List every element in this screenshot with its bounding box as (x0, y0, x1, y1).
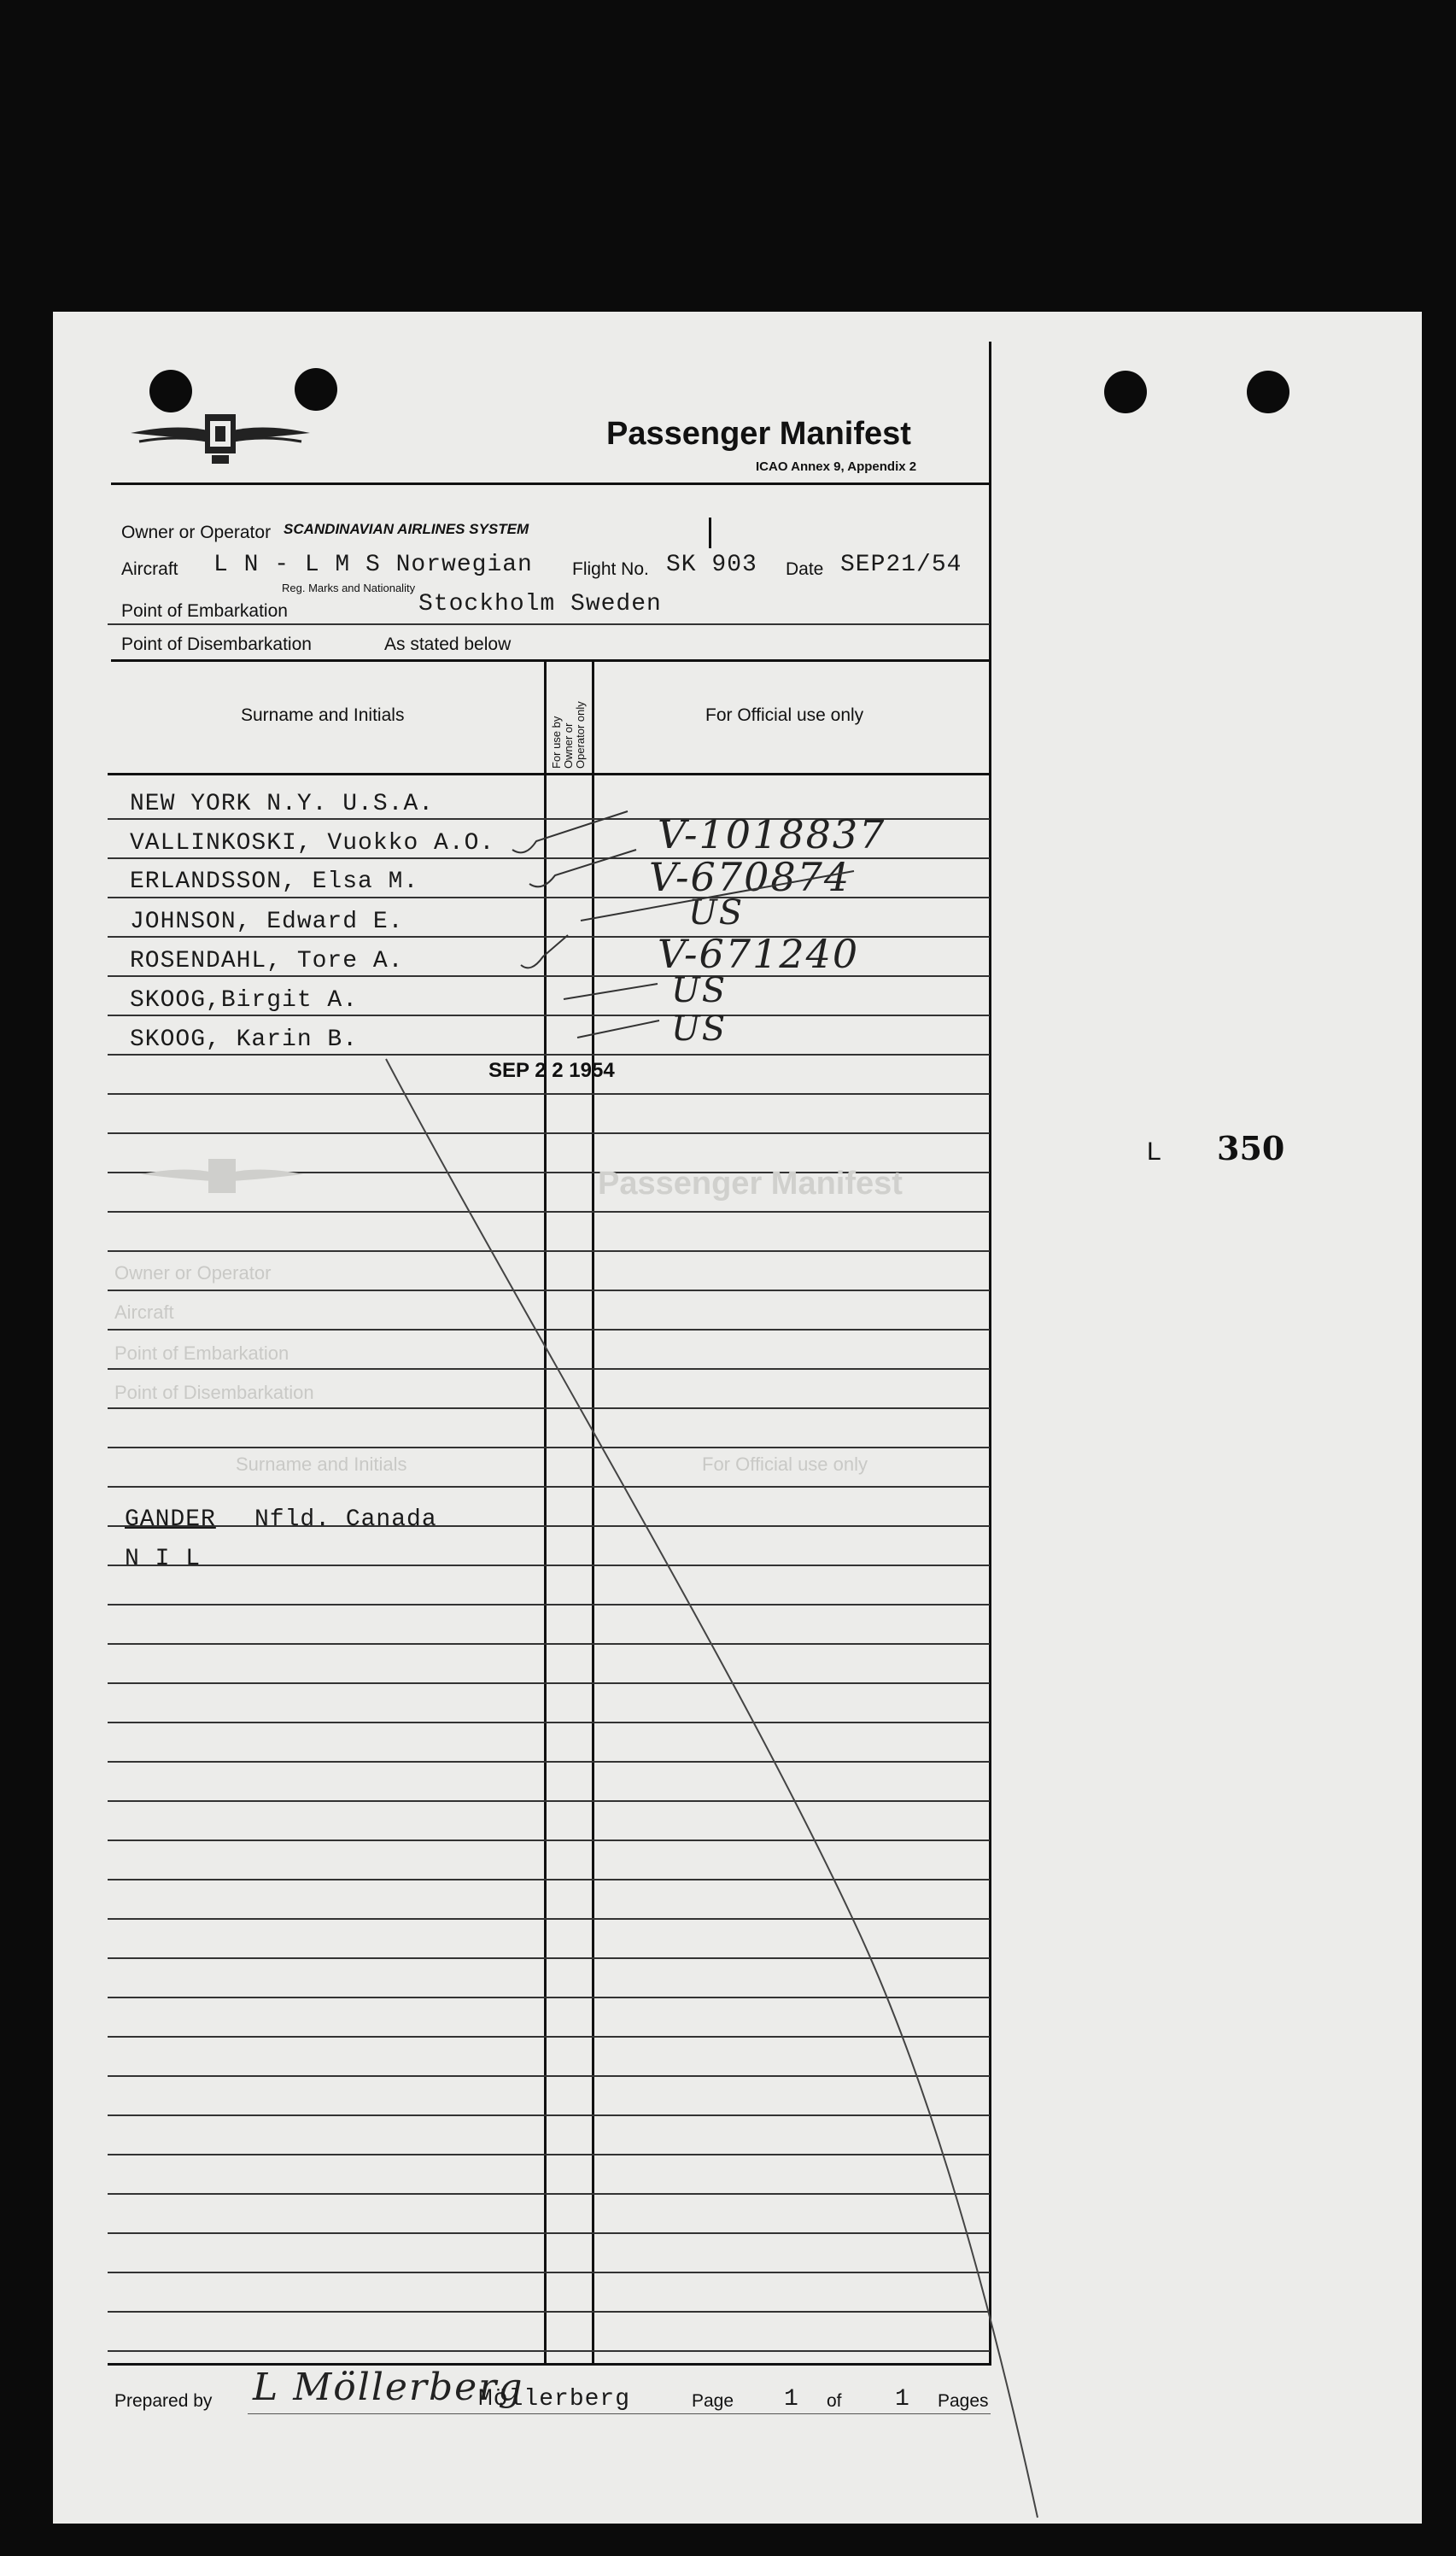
form-title: Passenger Manifest (606, 416, 911, 452)
col-name-header: Surname and Initials (241, 705, 405, 725)
disembark-label: Point of Disembarkation (121, 635, 312, 654)
embark-value: Stockholm Sweden (418, 591, 662, 617)
ghost-col-name: Surname and Initials (236, 1453, 407, 1475)
col-official-header: For Official use only (705, 705, 864, 725)
official-entry: V-1018837 (658, 811, 886, 857)
destination-line: NEW YORK N.Y. U.S.A. (130, 791, 435, 817)
col-owner-line-2: Owner or (562, 722, 575, 769)
flight-label: Flight No. (572, 559, 649, 579)
margin-number: 350 (1217, 1129, 1285, 1167)
owner-value: SCANDINAVIAN AIRLINES SYSTEM (284, 521, 529, 537)
ghost-aircraft: Aircraft (114, 1301, 174, 1323)
passenger-name: ERLANDSSON, Elsa M. (130, 869, 419, 895)
embark-label: Point of Embarkation (121, 601, 288, 621)
passenger-name: SKOOG,Birgit A. (130, 987, 359, 1014)
page-value: 1 (784, 2386, 799, 2413)
passenger-name: SKOOG, Karin B. (130, 1026, 359, 1053)
ghost-owner: Owner or Operator (114, 1262, 272, 1284)
owner-label: Owner or Operator (121, 523, 272, 542)
pages-label: Pages (938, 2391, 989, 2411)
disembark-value: As stated below (384, 635, 512, 654)
of-label: of (827, 2391, 842, 2411)
col-owner-line-1: For use by (550, 716, 563, 769)
passenger-name: JOHNSON, Edward E. (130, 909, 404, 935)
ghost-logo-icon (137, 1149, 307, 1208)
official-entry: US (671, 971, 728, 1010)
footer-underline (248, 2413, 991, 2414)
aircraft-label: Aircraft (121, 559, 178, 579)
ghost-embark: Point of Embarkation (114, 1342, 289, 1364)
col-owner-line-3: Operator only (574, 701, 587, 769)
margin-mark: L (1147, 1138, 1161, 1166)
second-destination-rest: Nfld. Canada (254, 1506, 437, 1533)
ghost-col-official: For Official use only (702, 1453, 868, 1475)
date-stamp: SEP 2 2 1954 (488, 1059, 615, 1082)
official-entry: US (688, 893, 745, 933)
preparer-signature: L Möllerberg (253, 2366, 524, 2409)
flight-value: SK 903 (666, 552, 757, 578)
aircraft-value: L N - L M S Norwegian (213, 552, 533, 578)
pages-value: 1 (895, 2386, 910, 2413)
ghost-disembark: Point of Disembarkation (114, 1382, 314, 1403)
ghost-title: Passenger Manifest (598, 1166, 903, 1202)
official-entry: V-671240 (658, 931, 860, 977)
date-value: SEP21/54 (840, 552, 962, 578)
date-label: Date (786, 559, 824, 579)
page-label: Page (692, 2391, 734, 2411)
second-destination: GANDER (125, 1506, 216, 1533)
preparer-typed-name: Möllerberg (478, 2386, 631, 2413)
nil-entry: N I L (125, 1546, 202, 1572)
passenger-name: VALLINKOSKI, Vuokko A.O. (130, 830, 495, 857)
official-entry: V-670874 (649, 854, 851, 900)
official-entry: US (671, 1009, 728, 1049)
reg-note: Reg. Marks and Nationality (282, 582, 416, 594)
passenger-name: ROSENDAHL, Tore A. (130, 948, 404, 974)
prepared-label: Prepared by (114, 2391, 213, 2411)
form-subtitle: ICAO Annex 9, Appendix 2 (756, 459, 917, 474)
